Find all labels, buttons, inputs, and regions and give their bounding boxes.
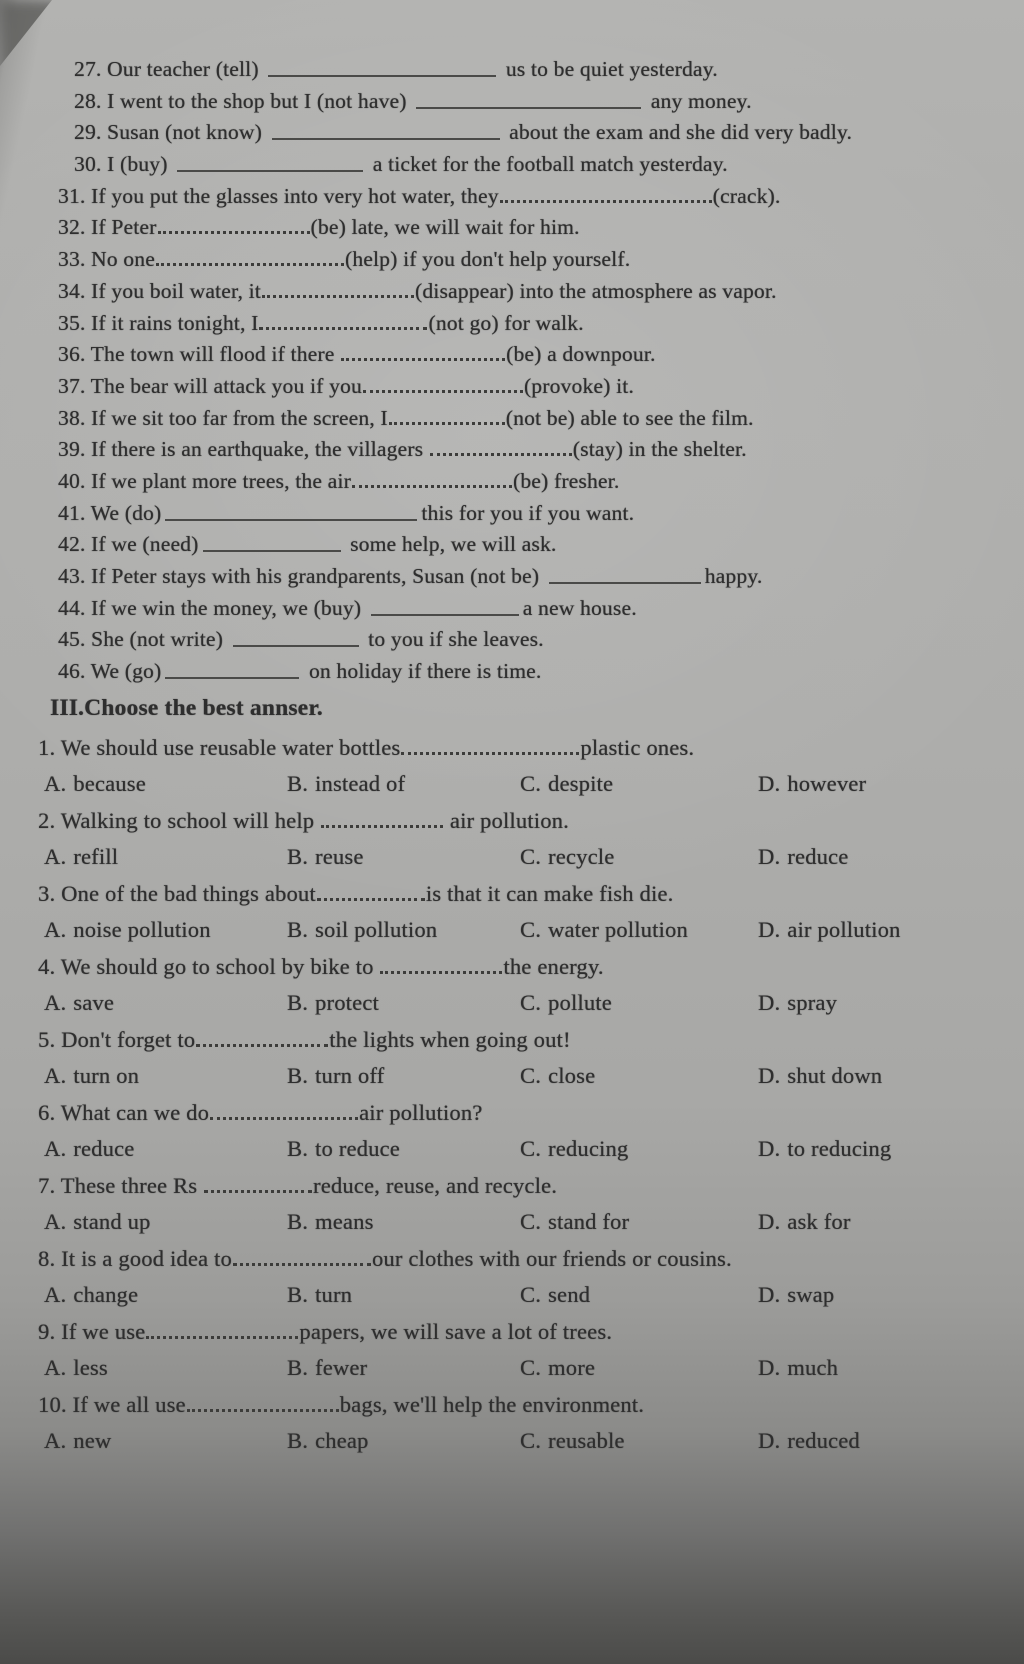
exercise-text-pre: 28. I went to the shop but I (not have): [74, 88, 413, 113]
mcq-option-text: turn on: [73, 1063, 140, 1089]
mcq-option: [520, 766, 758, 803]
mcq-option: [758, 1204, 1024, 1241]
mcq-option-letter: D.: [758, 1209, 781, 1235]
mcq-question: [0, 1241, 1024, 1314]
exercise-text-pre: 27. Our teacher (tell): [74, 57, 265, 81]
exercise-text-pre: 34. If you boil water, it: [58, 278, 261, 303]
mcq-option-text: close: [548, 1063, 596, 1089]
exercise-text-post: a new house.: [522, 595, 637, 620]
mcq-options-row: [0, 912, 1024, 949]
blank-dotted-leader: [204, 1187, 312, 1193]
mcq-option: [520, 1058, 758, 1095]
exercise-line: [0, 593, 1024, 625]
mcq-question: [0, 876, 1024, 949]
mcq-options-row: [0, 1131, 1024, 1168]
exercise-text-pre: 30. I (buy): [74, 152, 174, 177]
mcq-option-text: more: [548, 1355, 596, 1381]
mcq-options-row: [0, 1350, 1024, 1387]
mcq-stem: [0, 1387, 1024, 1424]
exercise-text-pre: 44. If we win the money, we (buy): [58, 595, 367, 620]
mcq-option-text: reduce: [787, 844, 849, 870]
mcq-question: [0, 803, 1024, 876]
mcq-option-text: reuse: [315, 844, 364, 870]
mcq-stem: [0, 1314, 1024, 1351]
mcq-option-text: air pollution: [787, 917, 901, 943]
mcq-options-row: [0, 1423, 1024, 1460]
mcq-option: [758, 985, 1024, 1022]
mcq-option-letter: D.: [758, 771, 781, 797]
mcq-option: [44, 912, 287, 949]
mcq-option-text: pollute: [548, 990, 612, 1016]
mcq-option-letter: B.: [287, 990, 309, 1016]
blank-dotted-leader: [187, 1406, 339, 1412]
mcq-option-letter: C.: [520, 917, 542, 943]
exercise-text-pre: 29. Susan (not know): [74, 120, 268, 145]
mcq-option-letter: A.: [44, 844, 67, 870]
exercise-text-pre: 38. If we sit too far from the screen, I: [58, 405, 388, 430]
mcq-option-text: despite: [548, 771, 614, 797]
exercise-line: [0, 339, 1024, 371]
mcq-stem-post: reduce, reuse, and recycle.: [313, 1172, 558, 1198]
mcq-option: [520, 1423, 758, 1460]
mcq-option: [287, 766, 520, 803]
mcq-option-letter: B.: [287, 1063, 309, 1089]
mcq-option-letter: B.: [287, 1209, 309, 1235]
mcq-option-letter: D.: [758, 844, 781, 870]
mcq-option-letter: B.: [287, 1355, 309, 1381]
mcq-option-letter: B.: [287, 1282, 309, 1308]
exercise-text-pre: 40. If we plant more trees, the air: [58, 468, 351, 493]
mcq-option-letter: A.: [44, 1428, 67, 1454]
mcq-option-text: to reduce: [315, 1136, 400, 1162]
blank-dotted-leader: [146, 1333, 298, 1339]
mcq-option-letter: C.: [520, 844, 542, 870]
exercise-text-pre: 43. If Peter stays with his grandparents, Susan (not be): [58, 564, 545, 588]
mcq-stem-post: the lights when going out!: [329, 1026, 571, 1052]
blank-dotted-leader: [363, 387, 523, 393]
mcq-stem: [0, 730, 1024, 767]
mcq-question: [0, 1022, 1024, 1095]
exercise-line: [0, 117, 1024, 149]
exercise-text-post: (not go) for walk.: [428, 310, 584, 335]
exercise-text-post: some help, we will ask.: [344, 532, 557, 557]
mcq-option-text: to reducing: [787, 1136, 892, 1162]
mcq-option-letter: A.: [44, 1209, 67, 1235]
mcq-option: [44, 1131, 287, 1168]
mcq-options-row: [0, 1058, 1024, 1095]
mcq-option-text: however: [787, 771, 867, 797]
exercise-text-pre: 37. The bear will attack you if you: [58, 373, 362, 398]
mcq-option-text: save: [73, 990, 115, 1016]
mcq-option-text: new: [73, 1428, 112, 1454]
mcq-option: [758, 1058, 1024, 1095]
exercise-line: [0, 181, 1024, 213]
mcq-option: [520, 985, 758, 1022]
mcq-option-text: reducing: [548, 1136, 629, 1162]
blank-dotted-leader: [196, 1041, 328, 1047]
mcq-option-text: swap: [787, 1282, 835, 1308]
mcq-option: [287, 1350, 520, 1387]
mcq-option: [44, 985, 287, 1022]
mcq-option: [520, 1131, 758, 1168]
exercise-line: [0, 466, 1024, 498]
mcq-option: [287, 1423, 520, 1460]
exercise-text-post: (provoke) it.: [523, 373, 635, 398]
section-title: III.Choose the best annser.: [50, 694, 323, 721]
blank-dotted-leader: [321, 822, 443, 828]
mcq-option: [758, 839, 1024, 876]
exercise-text-post: (not be) able to see the film.: [505, 405, 754, 430]
blank-dotted-leader: [317, 895, 425, 901]
mcq-option-text: water pollution: [548, 917, 688, 943]
mcq-options-row: [0, 1277, 1024, 1314]
mcq-option-letter: D.: [758, 1136, 781, 1162]
mcq-option-text: send: [548, 1282, 591, 1308]
exercise-line: [0, 244, 1024, 276]
exercise-line: [0, 212, 1024, 244]
mcq-option-letter: A.: [44, 990, 67, 1016]
blank-dotted-leader: [430, 450, 572, 456]
blank-underline: [177, 166, 363, 172]
exercise-line: [0, 308, 1024, 340]
mcq-option-letter: D.: [758, 917, 781, 943]
mcq-option: [758, 1350, 1024, 1387]
mcq-question: [0, 949, 1024, 1022]
mcq-stem: [0, 803, 1024, 840]
mcq-option-letter: D.: [758, 1282, 781, 1308]
mcq-option-letter: D.: [758, 990, 781, 1016]
mcq-list: [0, 730, 1024, 1460]
blank-dotted-leader: [210, 1114, 358, 1120]
exercise-text-post: (stay) in the shelter.: [572, 437, 747, 462]
mcq-options-row: [0, 1204, 1024, 1241]
blank-dotted-leader: [156, 260, 344, 266]
exercise-line: [0, 656, 1024, 688]
mcq-option: [44, 1277, 287, 1314]
mcq-stem-pre: 5. Don't forget to: [38, 1026, 196, 1052]
mcq-option: [44, 1204, 287, 1241]
blank-dotted-leader: [233, 1260, 371, 1266]
mcq-option-text: reduce: [73, 1136, 135, 1162]
mcq-option-letter: C.: [520, 1136, 542, 1162]
exercise-text-post: (be) a downpour.: [506, 342, 656, 367]
mcq-option-letter: C.: [520, 1063, 542, 1089]
mcq-option-letter: B.: [287, 917, 309, 943]
exercise-text-post: us to be quiet yesterday.: [500, 57, 718, 81]
mcq-option: [520, 912, 758, 949]
exercise-line: [0, 529, 1024, 561]
blank-underline: [416, 103, 641, 109]
mcq-option-letter: C.: [520, 990, 542, 1016]
blank-dotted-leader: [262, 292, 414, 298]
exercise-text-post: about the exam and she did very badly.: [503, 120, 853, 145]
exercise-line: [0, 498, 1024, 530]
mcq-option-letter: B.: [287, 844, 309, 870]
mcq-stem-pre: 2. Walking to school will help: [38, 807, 321, 833]
mcq-option-letter: A.: [44, 1063, 67, 1089]
exercise-text-post: (disappear) into the atmosphere as vapor.: [414, 278, 777, 303]
mcq-stem-pre: 7. These three Rs: [38, 1172, 204, 1198]
exercise-text-pre: 45. She (not write): [58, 627, 229, 652]
mcq-option-letter: D.: [758, 1355, 781, 1381]
mcq-option: [758, 1277, 1024, 1314]
mcq-stem-pre: 8. It is a good idea to: [38, 1245, 232, 1271]
mcq-option-letter: A.: [44, 1282, 67, 1308]
mcq-option: [758, 1131, 1024, 1168]
mcq-option-text: reusable: [548, 1428, 625, 1454]
blank-dotted-leader: [158, 228, 310, 234]
mcq-option: [520, 839, 758, 876]
mcq-question: [0, 730, 1024, 803]
mcq-option-text: soil pollution: [315, 917, 438, 943]
mcq-stem: [0, 1241, 1024, 1278]
mcq-stem: [0, 949, 1024, 986]
mcq-option: [44, 1058, 287, 1095]
exercise-line: [0, 624, 1024, 656]
mcq-option-text: noise pollution: [73, 917, 211, 943]
exercise-line: [0, 561, 1024, 593]
mcq-option-text: instead of: [315, 771, 406, 797]
mcq-stem-post: the energy.: [503, 953, 604, 979]
mcq-option: [287, 912, 520, 949]
mcq-stem-post: air pollution?: [359, 1099, 483, 1125]
mcq-option-letter: B.: [287, 1428, 309, 1454]
exercise-line: [0, 54, 1024, 86]
mcq-stem-post: papers, we will save a lot of trees.: [299, 1318, 613, 1344]
mcq-stem-pre: 9. If we use: [38, 1318, 146, 1344]
blank-dotted-leader: [341, 355, 505, 361]
exercise-line: [0, 371, 1024, 403]
mcq-option-letter: A.: [44, 1355, 67, 1381]
exercise-text-pre: 36. The town will flood if there: [58, 342, 341, 367]
mcq-question: [0, 1095, 1024, 1168]
blank-dotted-leader: [352, 482, 512, 488]
blank-underline: [268, 71, 496, 77]
mcq-option: [287, 1058, 520, 1095]
mcq-stem-pre: 3. One of the bad things about: [38, 880, 316, 906]
mcq-option-letter: D.: [758, 1428, 781, 1454]
mcq-option-text: reduced: [787, 1428, 860, 1454]
mcq-option-text: stand up: [73, 1209, 151, 1235]
exercise-text-post: (help) if you don't help yourself.: [344, 247, 631, 272]
mcq-option-text: because: [73, 771, 146, 797]
mcq-option-text: cheap: [315, 1428, 369, 1454]
exercise-line: [0, 434, 1024, 466]
mcq-option-text: refill: [73, 844, 119, 870]
mcq-option-text: protect: [315, 990, 379, 1016]
mcq-option: [44, 839, 287, 876]
mcq-option-text: less: [73, 1355, 108, 1381]
exercise-text-post: happy.: [704, 564, 763, 588]
mcq-option: [520, 1277, 758, 1314]
mcq-option: [287, 1131, 520, 1168]
exercise-text-post: to you if she leaves.: [362, 627, 544, 652]
exercise-text-post: (be) fresher.: [512, 468, 620, 493]
exercise-line: [0, 276, 1024, 308]
mcq-option: [520, 1204, 758, 1241]
exercise-text-pre: 42. If we (need): [58, 532, 199, 557]
mcq-stem-pre: 10. If we all use: [38, 1391, 186, 1417]
mcq-option-letter: C.: [520, 1209, 542, 1235]
exercise-text-post: on holiday if there is time.: [303, 659, 542, 684]
mcq-option-letter: B.: [287, 1136, 309, 1162]
mcq-stem: [0, 1168, 1024, 1205]
mcq-stem-pre: 6. What can we do: [38, 1099, 210, 1125]
mcq-option-letter: A.: [44, 917, 67, 943]
mcq-option: [758, 912, 1024, 949]
mcq-option: [520, 1350, 758, 1387]
blank-dotted-leader: [380, 968, 502, 974]
exercise-text-pre: 41. We (do): [58, 500, 162, 525]
mcq-question: [0, 1314, 1024, 1387]
mcq-option-letter: C.: [520, 771, 542, 797]
mcq-stem-pre: 1. We should use reusable water bottles: [38, 734, 401, 760]
mcq-option: [44, 766, 287, 803]
mcq-option-text: turn off: [315, 1063, 385, 1089]
blank-dotted-leader: [401, 749, 579, 755]
mcq-stem-post: bags, we'll help the environment.: [339, 1391, 645, 1417]
mcq-option: [287, 1277, 520, 1314]
mcq-option-letter: C.: [520, 1428, 542, 1454]
exercise-list: [0, 54, 1024, 688]
exercise-text-pre: 46. We (go): [58, 659, 162, 684]
mcq-option-text: much: [787, 1355, 839, 1381]
mcq-option-letter: B.: [287, 771, 309, 797]
exercise-line: [0, 403, 1024, 435]
exercise-text-post: any money.: [645, 88, 752, 113]
mcq-option: [44, 1350, 287, 1387]
exercise-line: [0, 149, 1024, 181]
mcq-stem: [0, 1095, 1024, 1132]
mcq-option-text: means: [315, 1209, 374, 1235]
mcq-option: [758, 1423, 1024, 1460]
blank-underline: [272, 134, 500, 140]
mcq-option-text: fewer: [315, 1355, 368, 1381]
exercise-text-post: (crack).: [712, 183, 781, 208]
mcq-option-text: change: [73, 1282, 139, 1308]
exercise-text-post: (be) late, we will wait for him.: [310, 215, 580, 240]
exercise-line: [0, 86, 1024, 118]
mcq-option: [758, 766, 1024, 803]
exercise-text-pre: 33. No one: [58, 247, 155, 272]
blank-underline: [549, 578, 701, 584]
mcq-option-text: recycle: [548, 844, 615, 870]
worksheet-content: [0, 54, 1024, 1460]
mcq-option: [287, 985, 520, 1022]
mcq-options-row: [0, 985, 1024, 1022]
exercise-text-pre: 35. If it rains tonight, I: [58, 310, 259, 335]
exercise-text-post: this for you if you want.: [421, 500, 635, 525]
blank-underline: [203, 546, 341, 552]
mcq-option-text: shut down: [787, 1063, 883, 1089]
mcq-stem: [0, 1022, 1024, 1059]
mcq-option-letter: C.: [520, 1282, 542, 1308]
exercise-text-post: a ticket for the football match yesterday.: [367, 152, 728, 177]
blank-dotted-leader: [500, 197, 712, 203]
mcq-option-text: turn: [315, 1282, 353, 1308]
mcq-options-row: [0, 839, 1024, 876]
exercise-text-pre: 32. If Peter: [58, 215, 157, 240]
exercise-text-pre: 39. If there is an earthquake, the villagers: [58, 437, 429, 462]
mcq-question: [0, 1168, 1024, 1241]
mcq-option-text: stand for: [548, 1209, 630, 1235]
blank-dotted-leader: [259, 324, 427, 330]
mcq-option: [287, 1204, 520, 1241]
blank-dotted-leader: [389, 419, 505, 425]
blank-underline: [233, 641, 359, 647]
mcq-option: [44, 1423, 287, 1460]
mcq-option: [287, 839, 520, 876]
mcq-option-text: spray: [787, 990, 838, 1016]
mcq-stem-post: air pollution.: [444, 807, 569, 833]
mcq-stem-pre: 4. We should go to school by bike to: [38, 953, 380, 979]
blank-underline: [165, 515, 417, 521]
mcq-stem-post: our clothes with our friends or cousins.: [371, 1245, 732, 1271]
mcq-options-row: [0, 766, 1024, 803]
mcq-option-letter: A.: [44, 1136, 67, 1162]
mcq-option-letter: D.: [758, 1063, 781, 1089]
mcq-stem-post: plastic ones.: [580, 734, 695, 760]
mcq-option-text: ask for: [787, 1209, 851, 1235]
mcq-stem: [0, 876, 1024, 913]
mcq-stem-post: is that it can make fish die.: [425, 880, 674, 906]
blank-underline: [371, 610, 519, 616]
exercise-text-pre: 31. If you put the glasses into very hot water, they: [58, 183, 499, 208]
blank-underline: [165, 673, 299, 679]
mcq-option-letter: A.: [44, 771, 67, 797]
mcq-question: [0, 1387, 1024, 1460]
mcq-option-letter: C.: [520, 1355, 542, 1381]
